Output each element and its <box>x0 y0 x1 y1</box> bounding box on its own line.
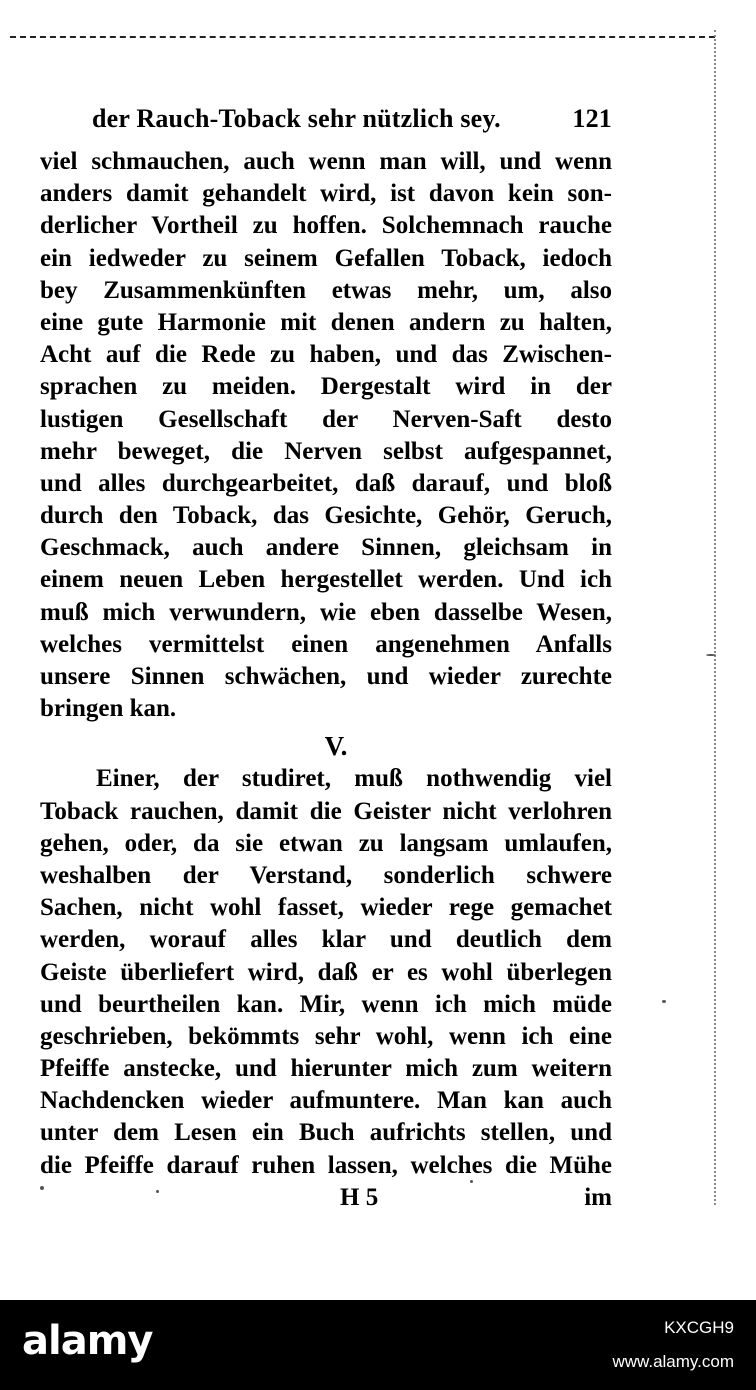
text-line: und alles durchgearbeitet, daß darauf, und bloß <box>40 469 612 497</box>
text-line: Nachdencken wieder aufmuntere. Man kan auch <box>40 1087 612 1115</box>
text-line: eine gute Harmonie mit denen andern zu halten, <box>40 308 612 336</box>
catchword-line <box>40 1182 612 1218</box>
text-line: unsere Sinnen schwächen, und wieder zurechte <box>40 663 612 690</box>
paragraph-top <box>40 146 612 693</box>
text-line: welches vermittelst einen angenehmen Anfalls <box>40 630 612 658</box>
text-line: viel schmauchen, auch wenn man will, und wenn <box>40 148 612 175</box>
paragraph-bottom <box>40 796 612 1182</box>
scan-speck <box>156 1190 159 1193</box>
text-line: bey Zusammenkünften etwas mehr, um, also <box>40 276 612 304</box>
text-line: sprachen zu meiden. Dergestalt wird in der <box>40 373 612 401</box>
text-line: Geschmack, auch andere Sinnen, gleichsam in <box>40 534 612 562</box>
text-line: weshalben der Verstand, sonderlich schwere <box>40 861 612 889</box>
image-id: KXCGH9 <box>664 1318 734 1337</box>
text-line: und beurtheilen kan. Mir, wenn ich mich müde <box>40 990 612 1018</box>
website-url: www.alamy.com <box>612 1352 734 1371</box>
text-line: Toback rauchen, damit die Geister nicht verlohren <box>40 797 612 825</box>
top-border-rule <box>10 36 715 38</box>
text-line: Geiste überliefert wird, daß er es wohl überlegen <box>40 958 612 986</box>
text-line: unter dem Lesen ein Buch aufrichts stellen, und <box>40 1119 612 1147</box>
text-line: derlicher Vortheil zu hoffen. Solchemnach rauche <box>40 212 612 240</box>
scan-speck <box>706 654 716 656</box>
right-border-rule <box>714 30 716 1205</box>
text-line: werden, worauf alles klar und deutlich dem <box>40 926 612 954</box>
text-line: anders damit gehandelt wird, ist davon kein son- <box>40 180 612 208</box>
page-header <box>92 104 612 144</box>
text-line: muß mich verwundern, wie eben dasselbe Wesen, <box>40 598 612 626</box>
brand-logo: alamy <box>22 1318 153 1364</box>
catchword: im <box>584 1183 612 1211</box>
body-text <box>40 146 612 1218</box>
text-line: lustigen Gesellschaft der Nerven-Saft desto <box>40 405 612 433</box>
text-line: ein iedweder zu seinem Gefallen Toback, iedoch <box>40 244 612 272</box>
section-number: V. <box>324 731 348 762</box>
text-line-last-top: bringen kan. <box>40 695 177 723</box>
page-number: 121 <box>572 104 612 133</box>
scan-speck <box>470 1180 473 1183</box>
text-line: Pfeiffe anstecke, und hierunter mich zum weitern <box>40 1055 612 1083</box>
watermark-footer <box>0 1300 756 1390</box>
text-line: Acht auf die Rede zu haben, und das Zwischen- <box>40 341 612 369</box>
scan-speck <box>662 1000 666 1003</box>
text-line: durch den Toback, das Gesichte, Gehör, Geruch, <box>40 502 612 530</box>
text-line: Sachen, nicht wohl fasset, wieder rege gemachet <box>40 894 612 922</box>
signature-mark: H 5 <box>340 1183 379 1211</box>
text-line: die Pfeiffe darauf ruhen lassen, welches die Mühe <box>40 1151 612 1179</box>
text-line: geschrieben, bekömmts sehr wohl, wenn ich eine <box>40 1022 612 1050</box>
scan-speck <box>40 1186 44 1190</box>
text-line: einem neuen Leben hergestellet werden. Und ich <box>40 566 612 594</box>
text-line-first-bottom: Einer, der studiret, muß nothwendig viel <box>96 765 612 793</box>
text-line: mehr beweget, die Nerven selbst aufgespannet, <box>40 437 612 465</box>
text-line: gehen, oder, da sie etwan zu langsam umlaufen, <box>40 829 612 857</box>
running-head: der Rauch-Toback sehr nützlich sey. <box>92 104 501 133</box>
